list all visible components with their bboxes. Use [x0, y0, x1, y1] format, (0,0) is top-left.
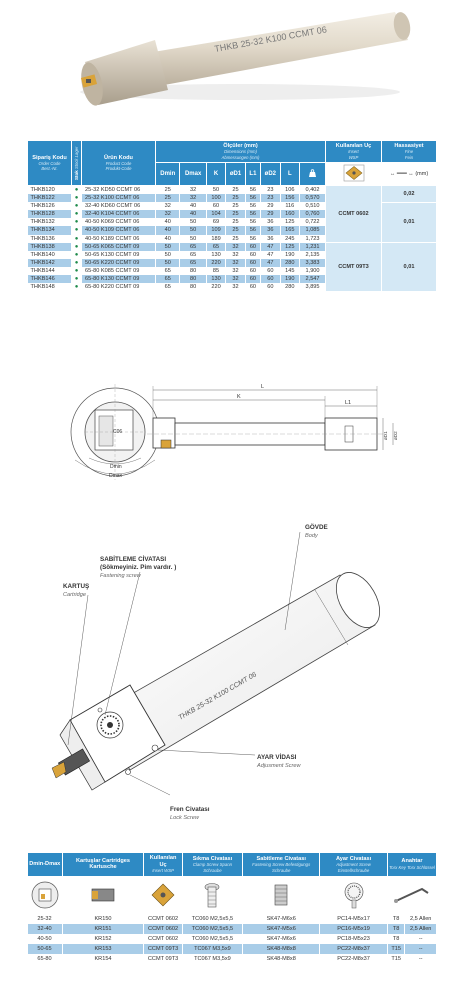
d2-cell: 23 — [261, 186, 281, 195]
dmin-cell: 32 — [156, 210, 180, 218]
dmax-cell: 65 — [180, 243, 206, 251]
cartridge-front-image — [28, 876, 63, 914]
d2-cell: 47 — [261, 251, 281, 259]
dmin-cell: 40 — [156, 218, 180, 226]
order-code-cell: THKB132 — [28, 218, 72, 226]
product-code-cell: 40-50 K109 CCMT 06 — [82, 226, 156, 234]
weight-cell: 1,231 — [300, 243, 326, 251]
table-row — [28, 186, 437, 195]
l1-cell: 56 — [245, 235, 260, 243]
parts-cell-cart: KR154 — [62, 954, 144, 964]
parts-cell-insert: CCMT 0602 — [144, 924, 182, 934]
dmin-cell: 25 — [156, 186, 180, 195]
parts-cell-adj: PC14-M5x17 — [320, 914, 388, 924]
assembly-drawing — [30, 520, 430, 825]
k-cell: 85 — [206, 267, 226, 275]
dmax-cell: 40 — [180, 210, 206, 218]
product-code-cell: 32-40 K104 CCMT 06 — [82, 210, 156, 218]
l1-cell: 56 — [245, 194, 260, 202]
order-code-cell: THKB144 — [28, 267, 72, 275]
d1-cell: 25 — [226, 226, 246, 234]
parts-cell-clamp: TC060 M2,5x5,5 — [182, 924, 243, 934]
adjustment-screw-image — [320, 876, 388, 914]
weight-cell: 0,510 — [300, 202, 326, 210]
parts-cell-adj: PC16-M5x19 — [320, 924, 388, 934]
product-code-cell: 65-80 K130 CCMT 09 — [82, 275, 156, 283]
assembly-engraving: THKB 25-32 K100 CCMT 06 — [177, 671, 258, 722]
weight-cell: 1,085 — [300, 226, 326, 234]
dmax-cell: 80 — [180, 275, 206, 283]
parts-cell-cart: KR150 — [62, 914, 144, 924]
dmax-cell: 40 — [180, 202, 206, 210]
order-code-cell: THKB142 — [28, 259, 72, 267]
parts-cell-key: T15 — [387, 944, 404, 954]
cartridge-image — [62, 876, 144, 914]
engraving-text: THKB 25-32 K100 CCMT 06 — [213, 24, 328, 54]
stock-indicator: ● — [72, 235, 82, 243]
weight-cell: 1,723 — [300, 235, 326, 243]
weight-cell: 2,547 — [300, 275, 326, 283]
parts-cell-allen: -- — [405, 934, 437, 944]
l1-cell: 56 — [245, 186, 260, 195]
fine-group-2: 0,01 — [382, 243, 437, 292]
l-cell: 145 — [280, 267, 300, 275]
dmax-cell: 80 — [180, 267, 206, 275]
col-l1: L1 — [245, 163, 260, 186]
k-cell: 130 — [206, 275, 226, 283]
insert-group-0602: CCMT 0602 — [326, 186, 382, 243]
parts-cell-range: 32-40 — [28, 924, 63, 934]
parts-cell-key: T8 — [387, 914, 404, 924]
parts-cell-insert: CCMT 09T3 — [144, 944, 182, 954]
parts-cell-allen: 2,5 Allen — [405, 924, 437, 934]
label-d1: øD1 — [383, 431, 388, 440]
stock-indicator: ● — [72, 202, 82, 210]
d2-cell: 60 — [261, 275, 281, 283]
dmax-cell: 50 — [180, 226, 206, 234]
dmax-cell: 65 — [180, 259, 206, 267]
d1-cell: 25 — [226, 235, 246, 243]
product-code-cell: 65-80 K220 CCMT 09 — [82, 283, 156, 291]
product-code-cell: 50-65 K065 CCMT 09 — [82, 243, 156, 251]
insert-icon — [343, 164, 365, 182]
col-dmax: Dmax — [180, 163, 206, 186]
k-cell: 100 — [206, 194, 226, 202]
stock-indicator: ● — [72, 194, 82, 202]
d2-cell: 47 — [261, 259, 281, 267]
parts-cell-adj: PC22-M8x37 — [320, 944, 388, 954]
insert-image — [144, 876, 182, 914]
parts-cell-insert: CCMT 0602 — [144, 914, 182, 924]
label-body: GÖVDE Body — [305, 524, 328, 539]
parts-cell-cart: KR153 — [62, 944, 144, 954]
l1-cell: 60 — [245, 243, 260, 251]
parts-cell-fasten: SK47-M5x6 — [243, 924, 320, 934]
parts-cell-clamp: TC060 M2,5x5,5 — [182, 934, 243, 944]
stock-indicator: ● — [72, 283, 82, 291]
parts-cell-clamp: TC067 M3,5x9 — [182, 954, 243, 964]
weight-cell: 0,570 — [300, 194, 326, 202]
d2-cell: 29 — [261, 202, 281, 210]
parts-cell-cart: KR151 — [62, 924, 144, 934]
parts-cell-key: T8 — [387, 924, 404, 934]
parts-cell-clamp: TC067 M3,5x9 — [182, 944, 243, 954]
order-code-cell: THKB148 — [28, 283, 72, 291]
k-cell: 65 — [206, 243, 226, 251]
dmin-cell: 65 — [156, 275, 180, 283]
parts-cell-allen: -- — [405, 954, 437, 964]
spec-table — [27, 140, 437, 292]
stock-indicator: ● — [72, 259, 82, 267]
dmax-cell: 32 — [180, 186, 206, 195]
label-cartridge: KARTUŞ Cartridge — [63, 583, 90, 598]
dmax-cell: 50 — [180, 218, 206, 226]
parts-header-5: Ayar Civatası Adjustment Screw Einstellschraube — [320, 853, 388, 877]
k-cell: 60 — [206, 202, 226, 210]
dmin-cell: 25 — [156, 194, 180, 202]
l-cell: 156 — [280, 194, 300, 202]
label-L1: L1 — [345, 400, 352, 406]
parts-cell-insert: CCMT 09T3 — [144, 954, 182, 964]
k-cell: 189 — [206, 235, 226, 243]
fine-group-0: 0,02 — [382, 186, 437, 203]
k-cell: 220 — [206, 283, 226, 291]
parts-cell-range: 65-80 — [28, 954, 63, 964]
l-cell: 245 — [280, 235, 300, 243]
parts-cell-clamp: TC060 M2,5x5,5 — [182, 914, 243, 924]
weight-cell: 3,895 — [300, 283, 326, 291]
parts-row — [28, 924, 437, 934]
k-cell: 220 — [206, 259, 226, 267]
d1-cell: 25 — [226, 218, 246, 226]
header-order-code: Sipariş Kodu Order Code Best.-Nr. — [28, 141, 72, 186]
dmin-cell: 40 — [156, 226, 180, 234]
col-dmin: Dmin — [156, 163, 180, 186]
l-cell: 280 — [280, 283, 300, 291]
l-cell: 280 — [280, 259, 300, 267]
parts-header-6: Anahtar Torx Key Torx Schlüssel — [387, 853, 436, 877]
parts-row — [28, 914, 437, 924]
l-cell: 106 — [280, 186, 300, 195]
parts-header-2: Kullanılan Uç Insert WSP — [144, 853, 182, 877]
parts-cell-key: T15 — [387, 954, 404, 964]
insert-image-cell — [326, 163, 382, 186]
d1-cell: 32 — [226, 275, 246, 283]
d1-cell: 32 — [226, 243, 246, 251]
k-cell: 104 — [206, 210, 226, 218]
label-K: K — [237, 394, 241, 400]
label-L: L — [261, 384, 265, 390]
stock-indicator: ● — [72, 275, 82, 283]
product-code-cell: 40-50 K189 CCMT 06 — [82, 235, 156, 243]
parts-cell-adj: PC18-M5x23 — [320, 934, 388, 944]
product-code-cell: 25-32 K100 CCMT 06 — [82, 194, 156, 202]
l1-cell: 60 — [245, 283, 260, 291]
d2-cell: 23 — [261, 194, 281, 202]
clamp-screw-image — [182, 876, 243, 914]
l1-cell: 56 — [245, 202, 260, 210]
parts-cell-allen: 2,5 Allen — [405, 914, 437, 924]
d1-cell: 32 — [226, 259, 246, 267]
stock-indicator: ● — [72, 251, 82, 259]
dmin-cell: 50 — [156, 251, 180, 259]
dmin-cell: 65 — [156, 283, 180, 291]
order-code-cell: THKB140 — [28, 251, 72, 259]
parts-images-row — [28, 876, 437, 914]
dmax-cell: 50 — [180, 235, 206, 243]
fine-group-1: 0,01 — [382, 202, 437, 242]
product-code-cell: 65-80 K085 CCMT 09 — [82, 267, 156, 275]
torx-key-image — [387, 876, 436, 914]
d2-cell: 29 — [261, 210, 281, 218]
stock-indicator: ● — [72, 226, 82, 234]
l-cell: 160 — [280, 210, 300, 218]
product-code-cell: 25-32 KD50 CCMT 06 — [82, 186, 156, 195]
header-stock: Stok Stock Lager — [72, 141, 82, 186]
l-cell: 190 — [280, 275, 300, 283]
parts-cell-fasten: SK47-M6x6 — [243, 934, 320, 944]
dmin-cell: 50 — [156, 243, 180, 251]
order-code-cell: THKB128 — [28, 210, 72, 218]
l-cell: 116 — [280, 202, 300, 210]
parts-header-0: Dmin-Dmax — [28, 853, 63, 877]
k-cell: 109 — [206, 226, 226, 234]
label-lock-screw: Fren Civatası Lock Screw — [170, 806, 210, 821]
parts-cell-range: 40-50 — [28, 934, 63, 944]
stock-indicator: ● — [72, 267, 82, 275]
technical-drawing — [27, 368, 437, 493]
order-code-cell: THKB122 — [28, 194, 72, 202]
dmax-cell: 65 — [180, 251, 206, 259]
weight-cell: 1,900 — [300, 267, 326, 275]
d2-cell: 36 — [261, 226, 281, 234]
order-code-cell: THKB138 — [28, 243, 72, 251]
col-d2: øD2 — [261, 163, 281, 186]
d1-cell: 25 — [226, 210, 246, 218]
k-cell: 69 — [206, 218, 226, 226]
d1-cell: 25 — [226, 202, 246, 210]
d2-cell: 60 — [261, 283, 281, 291]
parts-cell-key: T8 — [387, 934, 404, 944]
weight-cell: 0,402 — [300, 186, 326, 195]
parts-table — [27, 852, 437, 964]
order-code-cell: THKB134 — [28, 226, 72, 234]
weight-cell: 2,135 — [300, 251, 326, 259]
l-cell: 125 — [280, 218, 300, 226]
label-dmin: Dmin — [110, 464, 122, 470]
header-dimensions: Ölçüler (mm) Dimensions (mm) Abmessungen (mm) — [156, 141, 326, 163]
parts-row — [28, 944, 437, 954]
d1-cell: 25 — [226, 186, 246, 195]
fastening-screw-image — [243, 876, 320, 914]
header-fine: Hassasiyet Fine Fein — [382, 141, 437, 163]
table-row — [28, 243, 437, 251]
insert-mark — [161, 440, 171, 448]
parts-header-1: Kartuşlar Cartridges Kartusche — [62, 853, 144, 877]
dmin-cell: 65 — [156, 267, 180, 275]
d1-cell: 32 — [226, 251, 246, 259]
dmin-cell: 40 — [156, 235, 180, 243]
parts-row — [28, 954, 437, 964]
order-code-cell: THKB146 — [28, 275, 72, 283]
product-code-cell: 32-40 KD60 CCMT 06 — [82, 202, 156, 210]
l-cell: 190 — [280, 251, 300, 259]
parts-cell-adj: PC22-M8x37 — [320, 954, 388, 964]
l-cell: 165 — [280, 226, 300, 234]
label-adjustment-screw: AYAR VİDASI Adjusment Screw — [257, 754, 301, 769]
parts-cell-fasten: SK48-M8x8 — [243, 944, 320, 954]
col-l: L — [280, 163, 300, 186]
header-insert: Kullanılan Uç Insert WSP — [326, 141, 382, 163]
parts-cell-allen: -- — [405, 944, 437, 954]
l1-cell: 60 — [245, 275, 260, 283]
parts-cell-fasten: SK47-M6x6 — [243, 914, 320, 924]
col-weight-icon — [300, 163, 326, 186]
product-photo — [40, 0, 420, 115]
order-code-cell: THKB136 — [28, 235, 72, 243]
order-code-cell: THKB126 — [28, 202, 72, 210]
d2-cell: 36 — [261, 218, 281, 226]
label-fastening-screw: SABİTLEME CİVATASI (Sökmeyiniz. Pim vardır. ) Fastening screw — [100, 556, 177, 579]
weight-cell: 0,722 — [300, 218, 326, 226]
parts-cell-range: 50-65 — [28, 944, 63, 954]
weight-cell: 3,383 — [300, 259, 326, 267]
label-d2: øD2 — [393, 431, 398, 440]
d2-cell: 47 — [261, 243, 281, 251]
product-code-cell: 50-65 K130 CCMT 09 — [82, 251, 156, 259]
header-product-code: Ürün Kodu Product Code Produkt-Code — [82, 141, 156, 186]
l1-cell: 56 — [245, 218, 260, 226]
l1-cell: 56 — [245, 226, 260, 234]
parts-row — [28, 934, 437, 944]
parts-cell-fasten: SK48-M8x8 — [243, 954, 320, 964]
parts-cell-range: 25-32 — [28, 914, 63, 924]
stock-indicator: ● — [72, 186, 82, 195]
stock-indicator: ● — [72, 210, 82, 218]
col-d1: øD1 — [226, 163, 246, 186]
parts-header-4: Sabitleme Civatası Fastening Screw Befestigungs Schraube — [243, 853, 320, 877]
product-code-cell: 50-65 K220 CCMT 09 — [82, 259, 156, 267]
d1-cell: 25 — [226, 194, 246, 202]
fine-mm-cell: ↔ ━━━ ↔ (mm) — [382, 163, 437, 186]
weight-cell: 0,760 — [300, 210, 326, 218]
l1-cell: 60 — [245, 259, 260, 267]
l-cell: 125 — [280, 243, 300, 251]
d2-cell: 60 — [261, 267, 281, 275]
stock-indicator: ● — [72, 218, 82, 226]
parts-cell-cart: KR152 — [62, 934, 144, 944]
insert-group-09t3: CCMT 09T3 — [326, 243, 382, 292]
dmin-cell: 32 — [156, 202, 180, 210]
d2-cell: 36 — [261, 235, 281, 243]
d1-cell: 32 — [226, 283, 246, 291]
parts-cell-insert: CCMT 0602 — [144, 934, 182, 944]
k-cell: 130 — [206, 251, 226, 259]
dmax-cell: 80 — [180, 283, 206, 291]
dmin-cell: 50 — [156, 259, 180, 267]
l1-cell: 56 — [245, 210, 260, 218]
stock-indicator: ● — [72, 243, 82, 251]
k-cell: 50 — [206, 186, 226, 195]
order-code-cell: THKB120 — [28, 186, 72, 195]
dmax-cell: 32 — [180, 194, 206, 202]
product-code-cell: 40-50 K069 CCMT 06 — [82, 218, 156, 226]
d1-cell: 32 — [226, 267, 246, 275]
parts-header-3: Sıkma Civatası Clamp Screw Spann Schraube — [182, 853, 243, 877]
col-k: K — [206, 163, 226, 186]
l1-cell: 60 — [245, 267, 260, 275]
label-dmax: Dmax — [109, 473, 123, 479]
l1-cell: 60 — [245, 251, 260, 259]
label-c06: C06 — [113, 429, 123, 435]
